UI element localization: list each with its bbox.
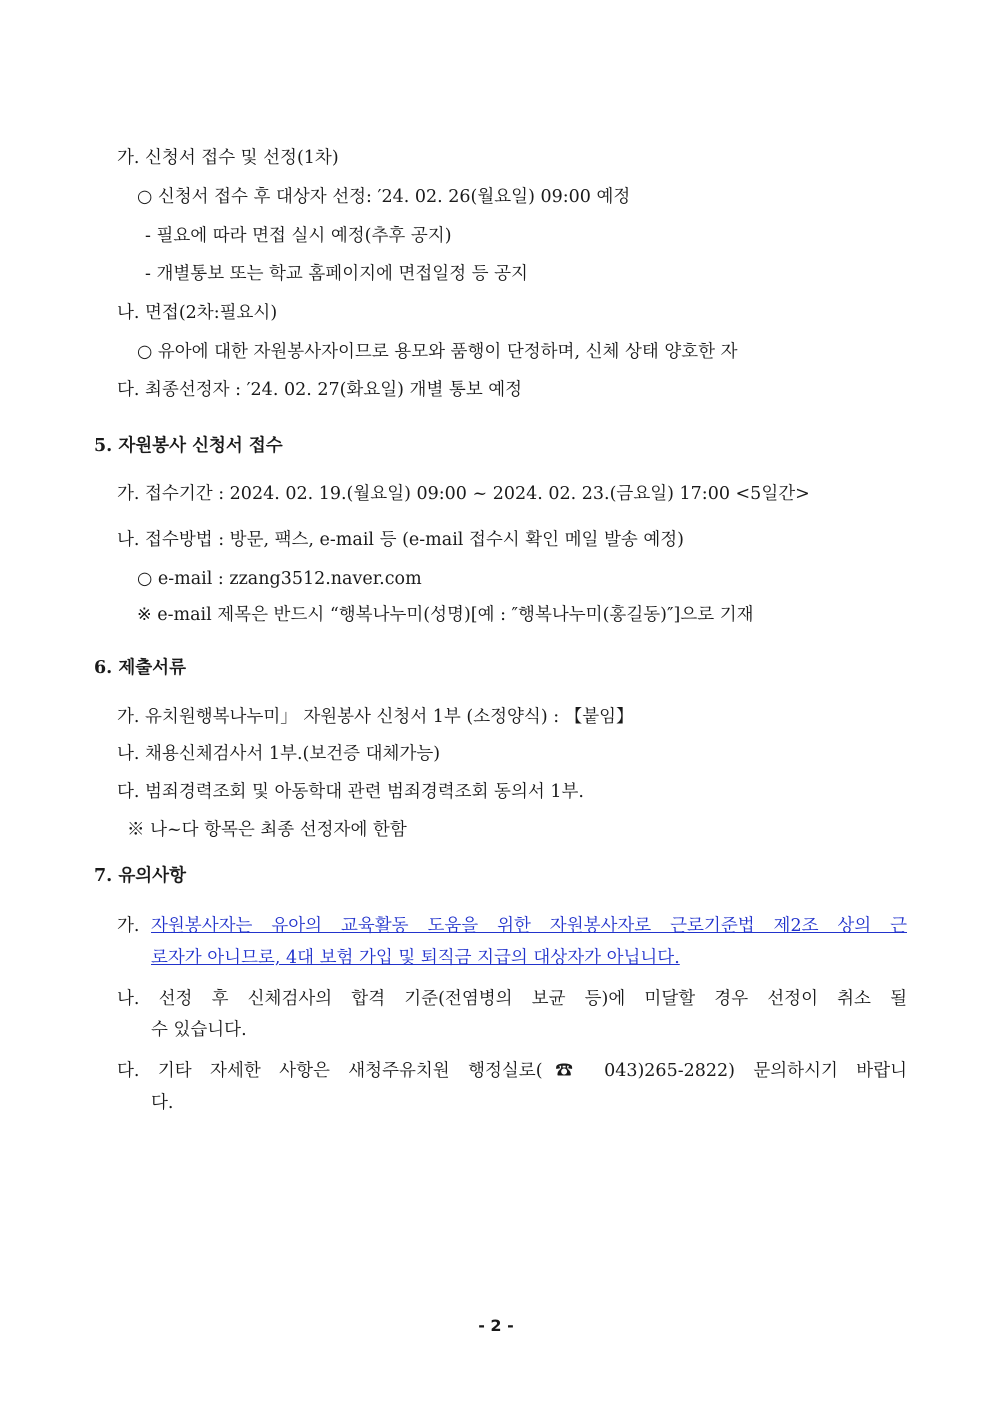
s6-item-da: 다. 범죄경력조회 및 아동학대 관련 범죄경력조회 동의서 1부. [117,782,584,802]
s6-note: ※ 나~다 항목은 최종 선정자에 한함 [127,820,407,840]
s4-item-ga: 가. 신청서 접수 및 선정(1차) [117,148,339,168]
s7-item-na-line-1: 나. 선정 후 신체검사의 합격 기준(전염병의 보균 등)에 미달할 경우 선정이 취소 될 [117,989,907,1009]
s5-item-na: 나. 접수방법 : 방문, 팩스, e-mail 등 (e-mail 접수시 확인 메일 발송 예정) [117,530,684,550]
s4-item-ga-circle: ○ 신청서 접수 후 대상자 선정: ′24. 02. 26(월요일) 09:00 예정 [137,187,631,207]
s4-item-na-circle: ○ 유아에 대한 자원봉사자이므로 용모와 품행이 단정하며, 신체 상태 양호한 자 [137,342,738,362]
s4-item-na: 나. 면접(2차:필요시) [117,303,278,323]
s7-item-ga-line-1: 자원봉사자는 유아의 교육활동 도움을 위한 자원봉사자로 근로기준법 제2조 상의 근 [151,916,907,936]
s4-item-ga-dash-2: - 개별통보 또는 학교 홈페이지에 면접일정 등 공지 [145,264,528,284]
s7-item-ga-line-2: 로자가 아니므로, 4대 보험 가입 및 퇴직금 지급의 대상자가 아닙니다. [151,948,680,968]
s4-item-da: 다. 최종선정자 : ′24. 02. 27(화요일) 개별 통보 예정 [117,380,523,400]
s5-item-ga: 가. 접수기간 : 2024. 02. 19.(월요일) 09:00 ~ 2024. 02. 23.(금요일) 17:00 <5일간> [117,484,810,504]
s7-item-na-line-2: 수 있습니다. [151,1020,247,1040]
section-5-heading: 5. 자원봉사 신청서 접수 [94,436,283,456]
s6-item-na: 나. 채용신체검사서 1부.(보건증 대체가능) [117,744,441,764]
section-6-heading: 6. 제출서류 [94,658,186,678]
s6-item-ga: 가. 유치원행복나누미」 자원봉사 신청서 1부 (소정양식) : 【붙임】 [117,707,634,727]
s5-email: ○ e-mail : zzang3512.naver.com [137,569,422,589]
s4-item-ga-dash-1: - 필요에 따라 면접 실시 예정(추후 공지) [145,226,452,246]
section-7-heading: 7. 유의사항 [94,866,186,886]
s7-item-da-line-2: 다. [151,1093,174,1113]
s7-item-ga-prefix: 가. [117,916,140,936]
s7-item-da-line-1: 다. 기타 자세한 사항은 새청주유치원 행정실로(☎ 043)265-2822) 문의하시기 바랍니 [117,1061,907,1081]
page-number: - 2 - [478,1316,514,1335]
s5-note: ※ e-mail 제목은 반드시 “행복나누미(성명)[예 : ″행복나누미(홍길동)″]으로 기재 [137,605,754,625]
